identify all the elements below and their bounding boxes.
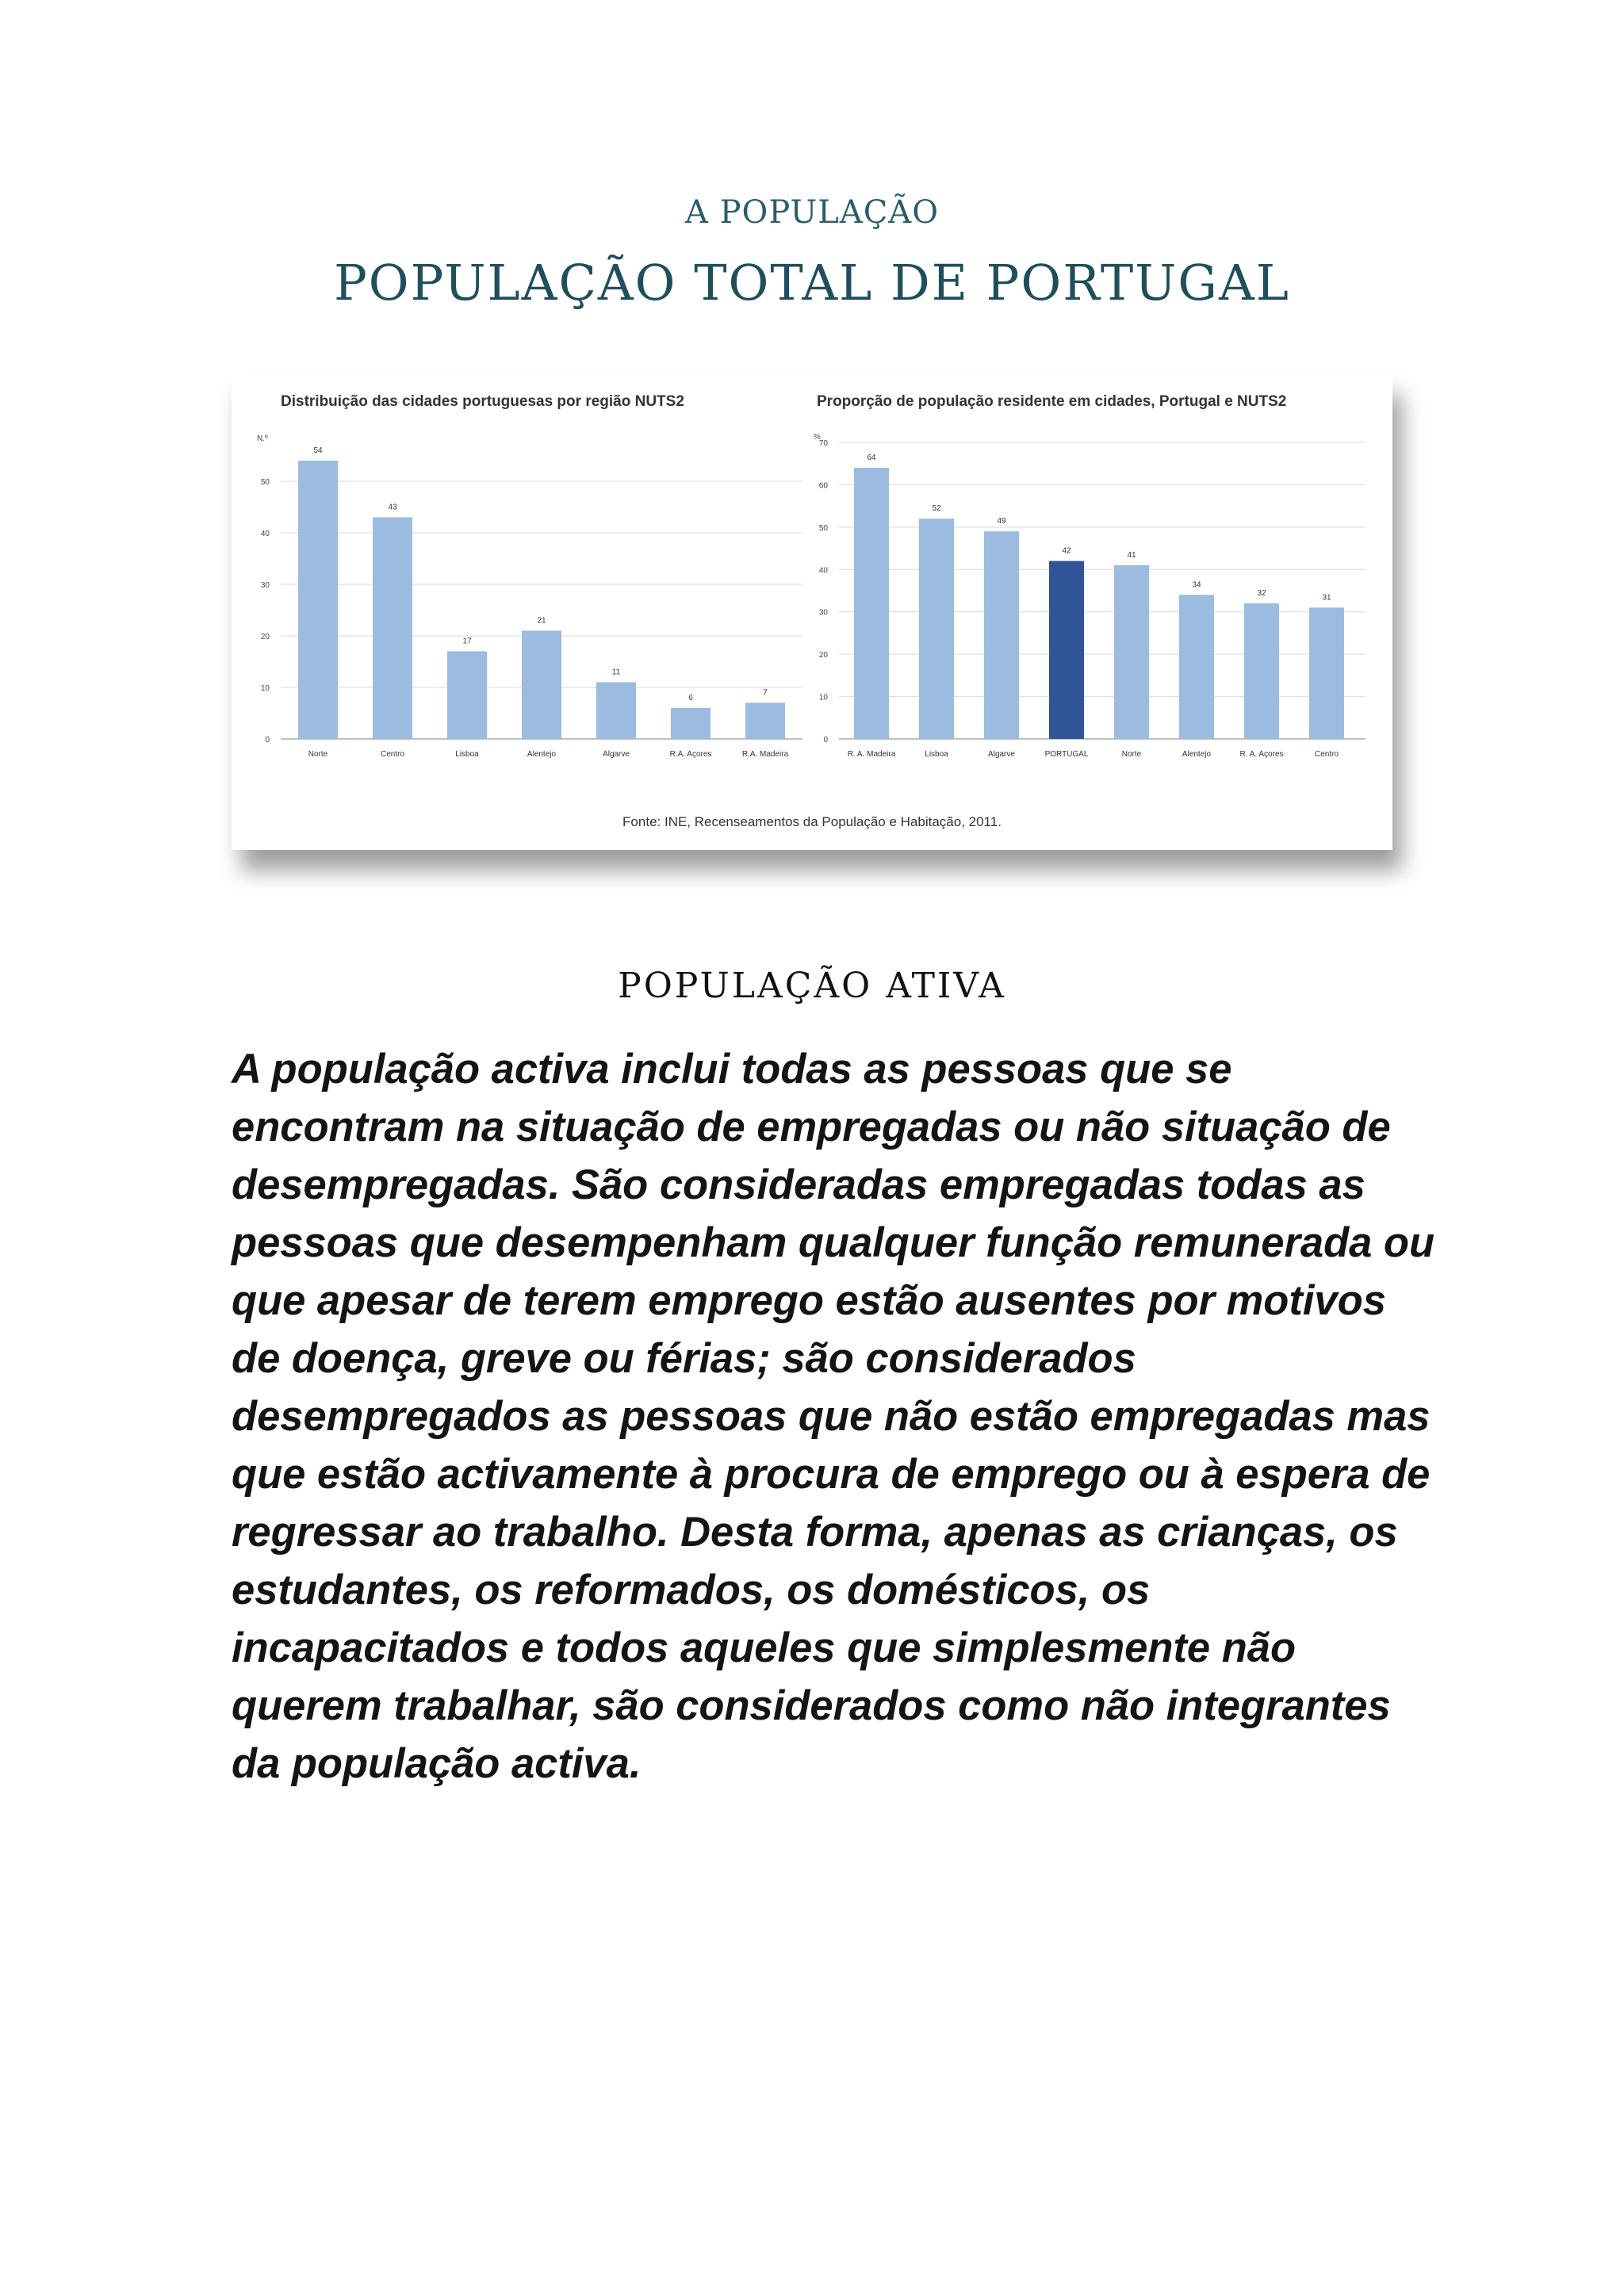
chart-2-value-label: 31 — [1322, 593, 1331, 603]
chart-1-ytick-label: 50 — [260, 478, 270, 487]
chart-2-category-label: Lisboa — [925, 750, 948, 759]
chart-2-ytick-label: 60 — [818, 481, 828, 491]
chart-2-value-label: 52 — [932, 504, 941, 514]
chart-2-ytick-label: 30 — [818, 608, 828, 618]
chart-2-category-label: PORTUGAL — [1044, 750, 1089, 759]
chart-1-value-label: 21 — [537, 616, 546, 626]
section-title: POPULAÇÃO ATIVA — [618, 966, 1006, 1006]
chart-1-value-label: 7 — [763, 688, 768, 698]
chart-2-bar — [984, 531, 1019, 739]
chart-1-category-label: Alentejo — [527, 750, 557, 759]
chart-2-value-label: 34 — [1192, 580, 1201, 590]
chart-2-ylabel: % — [814, 433, 821, 442]
chart-1-value-label: 17 — [462, 637, 472, 646]
chart-2-ytick-label: 50 — [818, 523, 828, 533]
chart-2-value-label: 41 — [1127, 550, 1136, 560]
chart-2-bar — [1179, 595, 1214, 739]
chart-1-title: Distribuição das cidades portuguesas por região NUTS2 — [281, 393, 684, 410]
chart-1-bar — [671, 708, 710, 739]
chart-2-value-label: 32 — [1257, 589, 1266, 599]
chart-1-bar — [298, 461, 338, 739]
chart-1-value-label: 54 — [313, 446, 323, 455]
chart-1-bar — [596, 683, 636, 740]
chart-2-value-label: 49 — [997, 517, 1006, 526]
chart-1-bar — [745, 703, 785, 740]
chart-2-category-label: Norte — [1121, 750, 1142, 759]
chart-2-bar — [919, 519, 954, 739]
body-paragraph: A população activa inclui todas as pessoas que se encontram na situação de empregadas ou não situação de desempregadas. São consideradas empregadas todas as pessoas que desempenham qualquer função remunerada ou que apesar de terem emprego estão ausentes por motivos de doença, greve ou férias; são considerados desempregados as pessoas que não estão empregadas mas que estão activamente à procura de emprego ou à espera de regressar ao trabalho. Desta forma, apenas as crianças, os estudantes, os reformados, os domésticos, os incapacitados e todos aqueles que simplesmente não querem trabalhar, são considerados como não integrantes da população activa. — [232, 1046, 1435, 1787]
chart-1-ytick-label: 30 — [260, 581, 270, 590]
chart-2-bar — [1244, 603, 1279, 739]
chart-1-bar — [447, 652, 487, 740]
chart-2-ytick-label: 0 — [823, 736, 828, 744]
chart-figure — [232, 374, 1392, 850]
chart-2-title: Proporção de população residente em cidades, Portugal e NUTS2 — [817, 393, 1287, 410]
chart-1-bar — [373, 518, 412, 740]
chart-2-category-label: Centro — [1314, 750, 1339, 759]
chart-1-category-label: Norte — [308, 750, 328, 759]
chart-2-value-label: 64 — [867, 453, 876, 463]
chart-2-bar — [1309, 607, 1344, 739]
chart-1-ytick-label: 10 — [260, 684, 270, 693]
chart-2-category-label: R. A. Madeira — [847, 750, 896, 759]
chart-2-bar — [1049, 561, 1084, 739]
chart-2-ytick-label: 10 — [818, 693, 828, 702]
chart-1-value-label: 43 — [388, 503, 397, 512]
chart-1-ytick-label: 0 — [265, 736, 270, 744]
chart-1-category-label: R.A. Açores — [669, 750, 712, 759]
chart-2-value-label: 42 — [1062, 546, 1071, 556]
chart-1-ylabel: N.º — [257, 434, 268, 443]
chart-2-ytick-label: 70 — [818, 439, 828, 448]
chart-1-ytick-label: 40 — [260, 530, 270, 538]
chart-1-category-label: Algarve — [603, 750, 630, 759]
chart-1-category-label: Centro — [380, 750, 405, 759]
chart-2-bar — [854, 468, 889, 739]
chart-1-value-label: 6 — [688, 694, 693, 702]
page-title: POPULAÇÃO TOTAL DE PORTUGAL — [334, 254, 1290, 312]
chart-1-category-label: R.A. Madeira — [741, 750, 789, 759]
chart-2-category-label: Alentejo — [1182, 750, 1212, 759]
chart-1-value-label: 11 — [611, 668, 621, 677]
section-kicker: A POPULAÇÃO — [685, 194, 939, 231]
chart-2-ytick-label: 40 — [818, 566, 828, 576]
chart-1-bar — [522, 631, 561, 740]
chart-2-category-label: R. A. Açores — [1239, 750, 1284, 759]
chart-2-bar — [1114, 565, 1149, 739]
chart-1-category-label: Lisboa — [455, 750, 479, 759]
chart-2-category-label: Algarve — [988, 750, 1015, 759]
chart-1-ytick-label: 20 — [260, 633, 270, 641]
chart-source-note: Fonte: INE, Recenseamentos da População e Habitação, 2011. — [622, 814, 1002, 829]
charts-svg — [232, 374, 1392, 850]
chart-2-ytick-label: 20 — [818, 651, 828, 660]
